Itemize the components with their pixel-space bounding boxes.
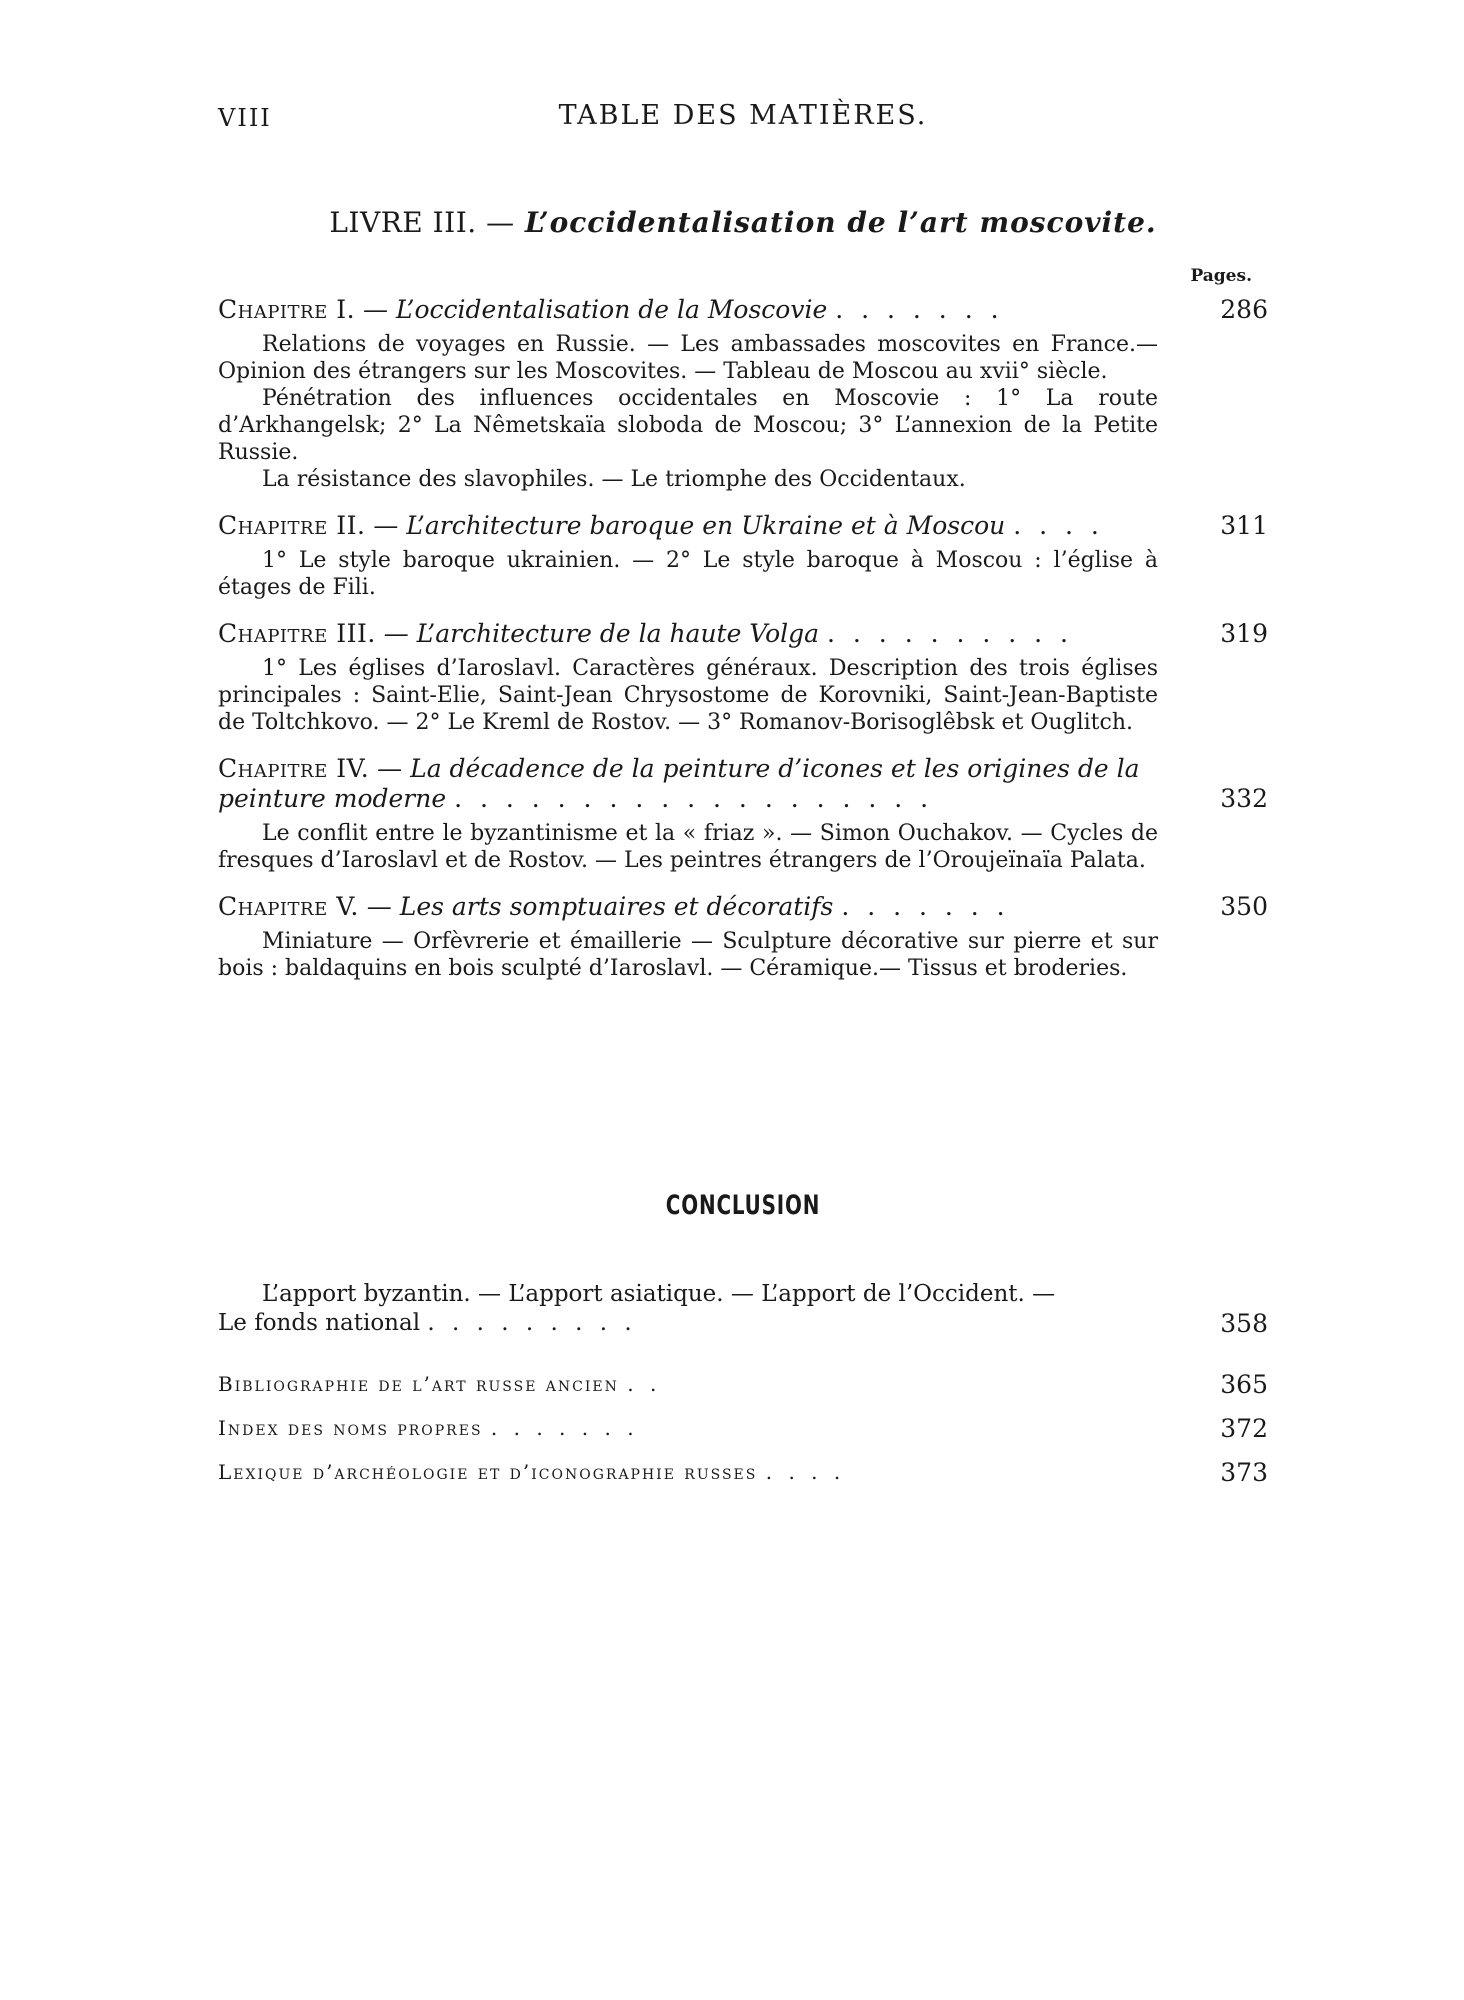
chapter-summary [218, 331, 1268, 493]
chapter-title: — La décadence de la peinture d’icones et les origines de la peinture moderne [218, 754, 1140, 813]
summary-paragraph: Le conflit entre le byzantinisme et la « friaz ». — Simon Ouchakov. — Cycles de fresques d’Iaroslavl et de Rostov. — Les peintres étrangers de l’Oroujeïnaïa Palata. [218, 821, 1158, 873]
entry-label-wrap [218, 1416, 639, 1440]
leader-dots: . . . . . . . [490, 1416, 639, 1440]
leader-dots: . . . . [1013, 511, 1104, 540]
toc-chapter-1 [218, 295, 1268, 493]
chapter-entry[interactable] [218, 892, 1268, 922]
page-number: 358 [1220, 1309, 1268, 1338]
page-number: 373 [1220, 1458, 1268, 1487]
entry-label-wrap [218, 1460, 845, 1484]
chapter-title: — L’occidentalisation de la Moscovie [362, 295, 828, 324]
chapter-title: — L’architecture baroque en Ukraine et à Moscou [373, 511, 1006, 540]
leader-dots: . . . . . . . . . . [827, 619, 1074, 648]
conclusion-text [218, 1280, 1268, 1338]
chapter-label: Chapitre I. [218, 295, 356, 324]
chapter-label: Chapitre V. [218, 892, 359, 921]
chapter-entry[interactable] [218, 619, 1268, 649]
running-header [218, 100, 1268, 140]
page-folio: VIII [218, 104, 272, 132]
conclusion-heading: CONCLUSION [665, 1190, 821, 1221]
leader-dots: . . . . . . . [841, 892, 1010, 921]
summary-paragraph: Pénétration des influences occidentales en Moscovie : 1° La route d’Arkhangelsk; 2° La Nêmetskaïa sloboda de Moscou; 3° L’annexion de la Petite Russie. [218, 386, 1158, 465]
leader-dots: . . . . . . . . . [427, 1310, 637, 1336]
leader-dots: . . . . . . . [835, 295, 1004, 324]
entry-label-wrap [218, 1372, 661, 1396]
toc-chapter-4 [218, 754, 1268, 874]
conclusion-entry[interactable] [218, 1280, 1268, 1338]
conclusion-line-1: L’apport byzantin. — L’apport asiatique. — L’apport de l’Occident. — [262, 1281, 1056, 1307]
page-number: 286 [1220, 295, 1268, 324]
entry-label: Index des noms propres [218, 1416, 483, 1440]
page-number: 311 [1220, 511, 1268, 540]
conclusion-line-2-wrap [218, 1309, 1158, 1338]
chapter-label: Chapitre IV. [218, 754, 370, 783]
leader-dots: . . . . . . . . . . . . . . . . . . . [454, 784, 934, 813]
summary-paragraph: 1° Les églises d’Iaroslavl. Caractères généraux. Description des trois églises principales : Saint-Elie, Saint-Jean Chrysostome de Korovniki, Saint-Jean-Baptiste de Toltchkovo. — 2° Le Kreml de Rostov. — 3° Romanov-Borisoglêbsk et Ouglitch. [218, 656, 1158, 735]
back-matter-entry-bibliography[interactable] [218, 1362, 1268, 1406]
page-number: 319 [1220, 619, 1268, 648]
book-label: LIVRE III. — [329, 206, 515, 239]
chapter-summary [218, 655, 1268, 736]
back-matter-entry-index[interactable] [218, 1406, 1268, 1450]
entry-label: Lexique d’archéologie et d’iconographie russes [218, 1460, 758, 1484]
chapter-summary [218, 820, 1268, 874]
pages-column-label: Pages. [1190, 266, 1252, 286]
back-matter-entry-lexicon[interactable] [218, 1450, 1268, 1494]
toc-chapter-5 [218, 892, 1268, 982]
summary-paragraph: Miniature — Orfèvrerie et émaillerie — Sculpture décorative sur pierre et sur bois : baldaquins en bois sculpté d’Iaroslavl. — Céramique.— Tissus et broderies. [218, 929, 1158, 981]
page-number: 372 [1220, 1414, 1268, 1443]
chapter-entry[interactable] [218, 511, 1268, 541]
summary-paragraph: Relations de voyages en Russie. — Les ambassades moscovites en France.— Opinion des étrangers sur les Moscovites. — Tableau de Moscou au xvii° siècle. [218, 332, 1158, 384]
page-number: 350 [1220, 892, 1268, 921]
leader-dots: . . . . [765, 1460, 846, 1484]
toc-chapter-3 [218, 619, 1268, 736]
summary-paragraph: La résistance des slavophiles. — Le triomphe des Occidentaux. [262, 467, 966, 492]
chapter-label: Chapitre II. [218, 511, 366, 540]
chapter-title: — L’architecture de la haute Volga [383, 619, 820, 648]
back-matter-list [218, 1362, 1268, 1494]
leader-dots: . . [627, 1372, 662, 1396]
chapter-entry[interactable] [218, 754, 1268, 814]
chapter-title: — Les arts somptuaires et décoratifs [366, 892, 834, 921]
toc-chapters [218, 295, 1268, 1000]
conclusion-line-2: Le fonds national [218, 1310, 421, 1336]
summary-paragraph: 1° Le style baroque ukrainien. — 2° Le style baroque à Moscou : l’église à étages de Fili. [218, 548, 1158, 600]
page-number: 332 [1220, 784, 1268, 813]
entry-label: Bibliographie de l’art russe ancien [218, 1372, 619, 1396]
chapter-summary [218, 547, 1268, 601]
chapter-summary [218, 928, 1268, 982]
chapter-label: Chapitre III. [218, 619, 376, 648]
chapter-entry[interactable] [218, 295, 1268, 325]
book-heading [218, 206, 1268, 239]
toc-chapter-2 [218, 511, 1268, 601]
page-number: 365 [1220, 1370, 1268, 1399]
book-title: L’occidentalisation de l’art moscovite. [524, 206, 1157, 239]
running-title: TABLE DES MATIÈRES. [558, 100, 928, 131]
